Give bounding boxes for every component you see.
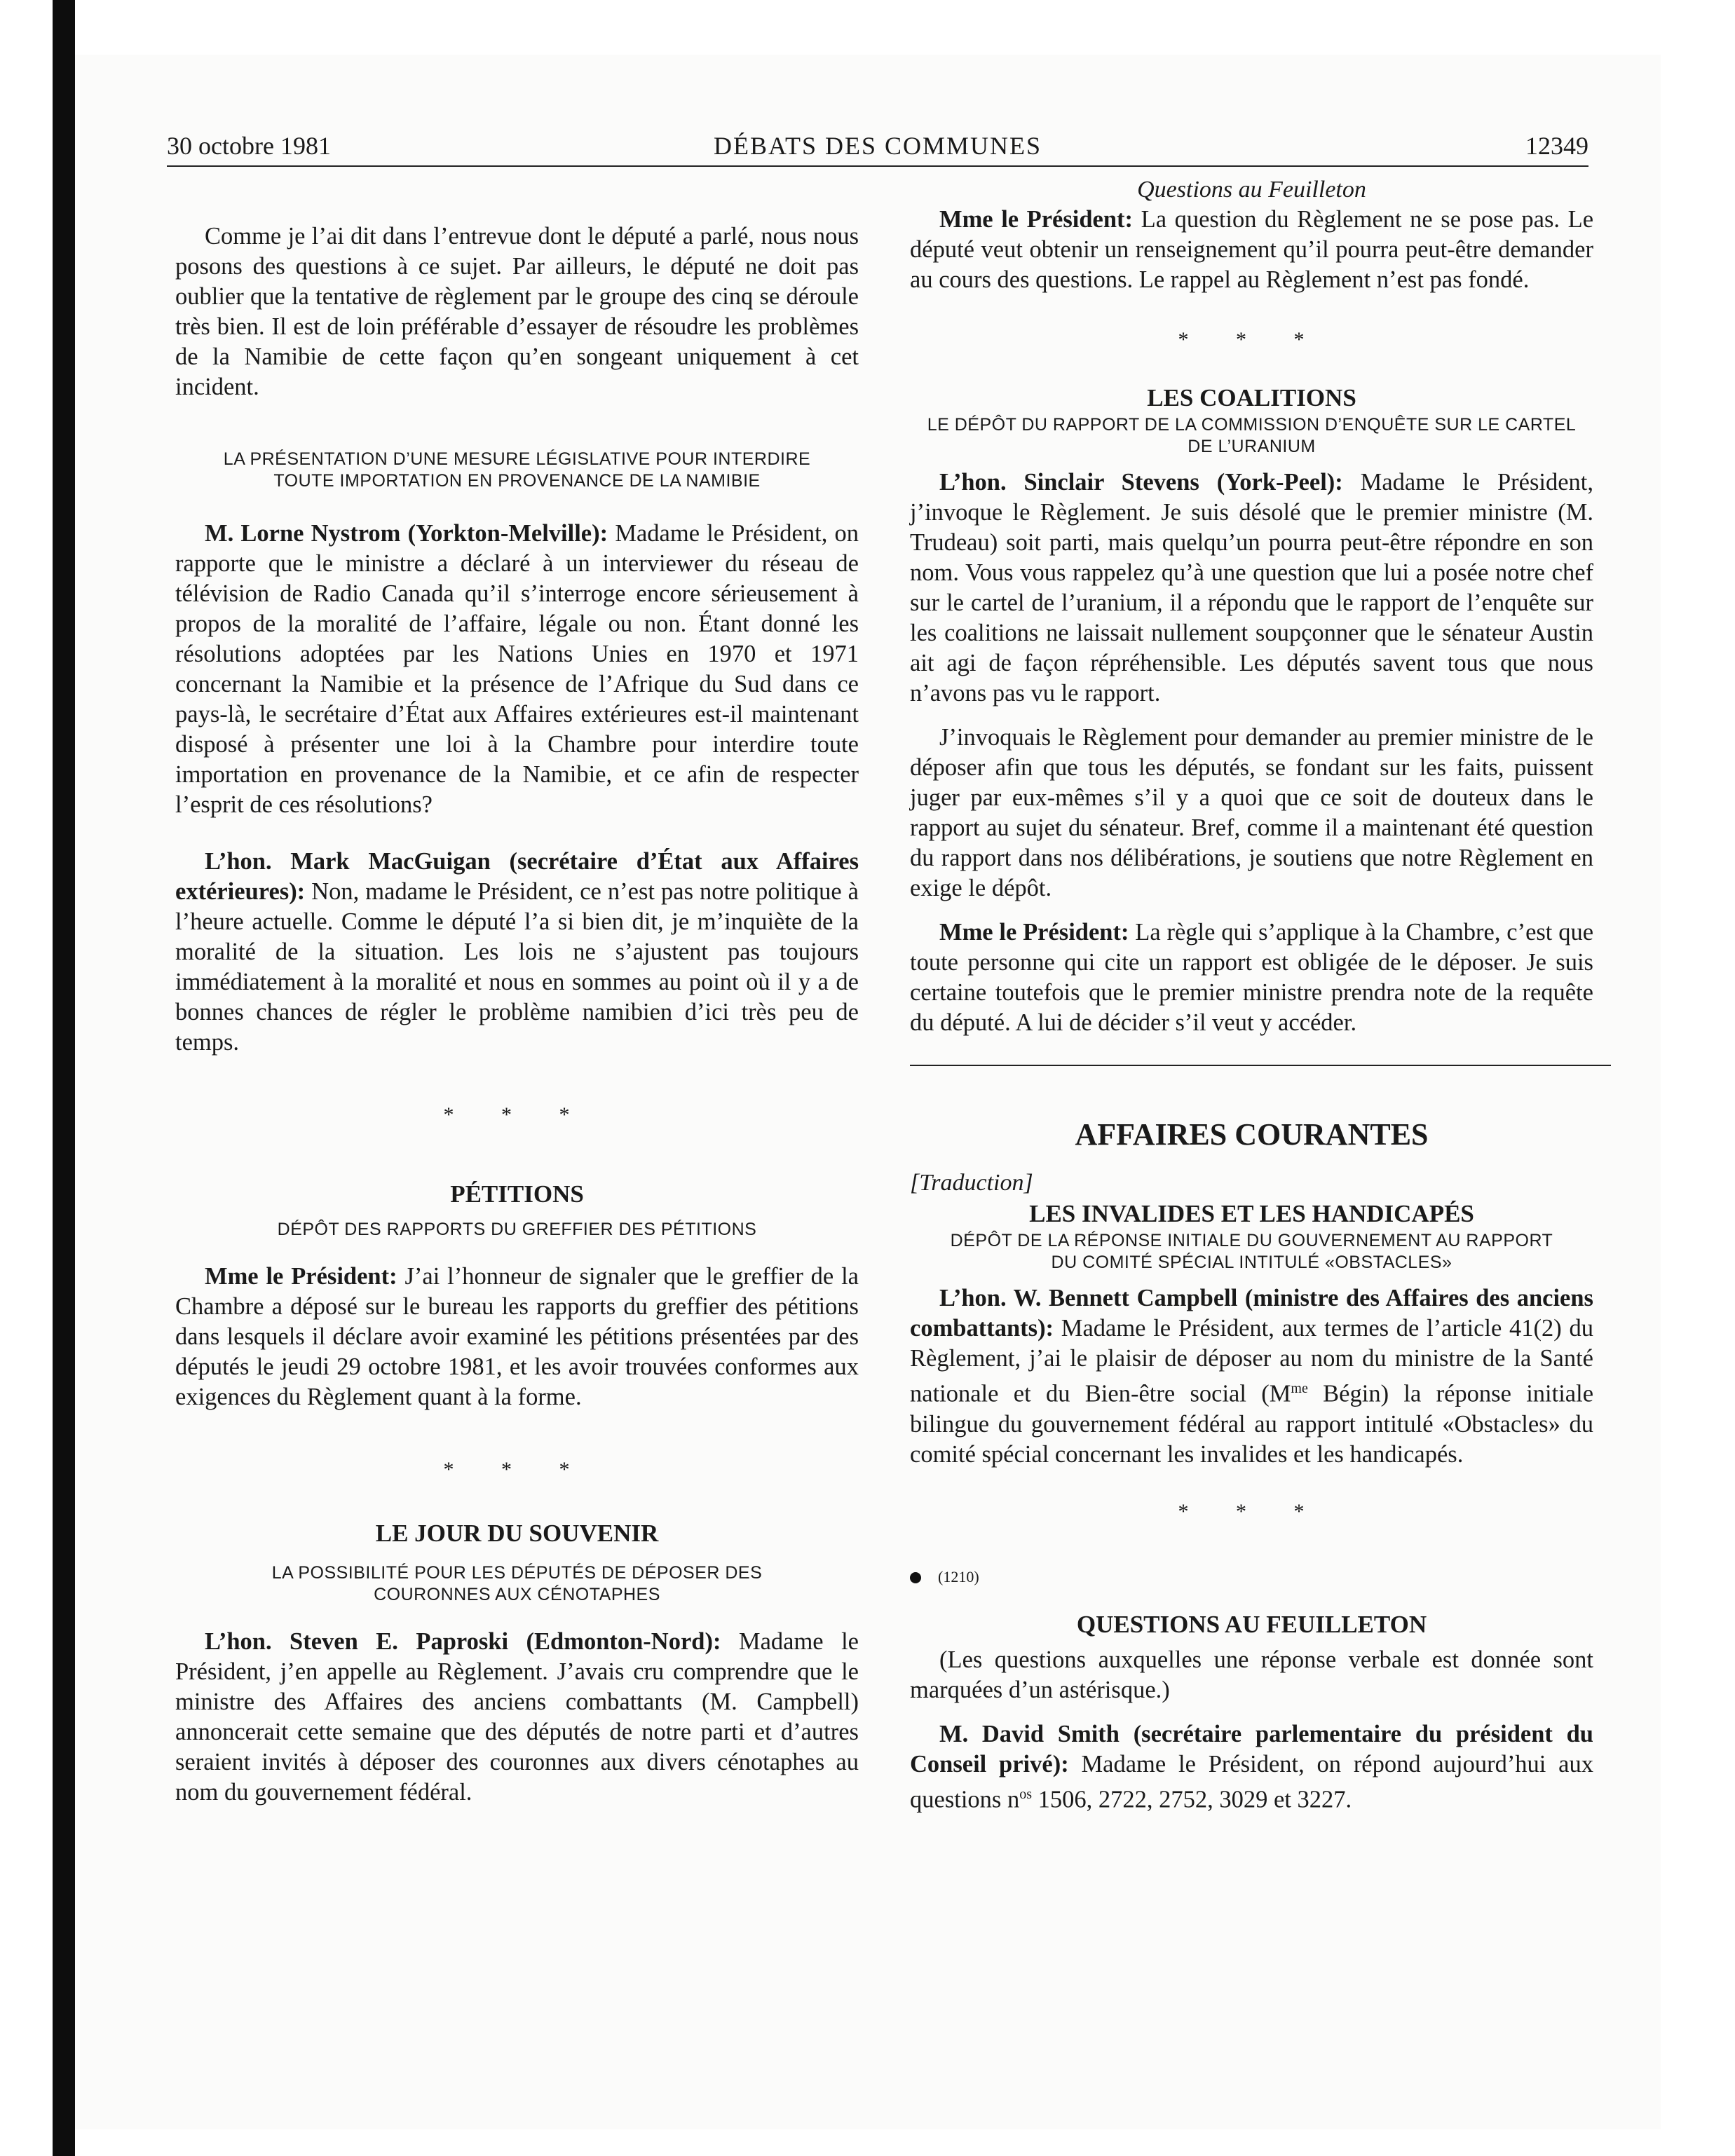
namibie-heading: LA PRÉSENTATION D’UNE MESURE LÉGISLATIVE POUR INTERDIRE TOUTE IMPORTATION EN PROVENANCE DE LA NAMIBIE <box>223 449 811 491</box>
president-speaker: Mme le Président: <box>939 919 1129 946</box>
smith-speaker: M. David Smith (secrétaire parlementaire du président du Conseil privé): <box>910 1720 1593 1778</box>
header-date: 30 octobre 1981 <box>167 132 331 160</box>
petitions-heading: PÉTITIONS <box>450 1180 584 1208</box>
feuilleton-heading: QUESTIONS AU FEUILLETON <box>1076 1610 1427 1638</box>
nystrom-text: Madame le Président, on rapporte que le ministre a déclaré à un interviewer du réseau de télévision de Radio Canada qu’il s’interroge encore sérieusement à propos de la moralité de l’affaire, légale ou non. Étant donné les résolutions adoptées par les Nations Unies en 1970 et 1971 concernant la Namibie et la présence de l’Afrique du Sud dans ce pays-là, le secrétaire d’État aux Affaires extérieures est-il maintenant disposé à présenter une loi à la Chambre pour interdire toute importation en provenance de la Namibie, et ce afin de respecter l’esprit de ces résolutions? <box>175 520 859 818</box>
left-column <box>175 175 859 1808</box>
stevens-paragraph-2: J’invoquais le Règlement pour demander au premier ministre de le déposer afin que tous les députés, se fondant sur les faits, puissent juger par eux-mêmes s’il y a quoi que ce soit de douteux dans le rapport au sujet du sénateur. Bref, comme il a maintenant été question du rapport dans nos délibérations, je soutiens que notre Règlement en exige le dépôt. <box>910 724 1593 901</box>
smith-superscript: os <box>1019 1786 1033 1802</box>
campbell-speaker: L’hon. W. Bennett Campbell (ministre des Affaires des anciens combattants): <box>910 1285 1593 1342</box>
smith-text-2: 1506, 2722, 2752, 3029 et 3227. <box>1037 1786 1352 1813</box>
coalitions-subheading: LE DÉPÔT DU RAPPORT DE LA COMMISSION D’ENQUÊTE SUR LE CARTEL DE L’URANIUM <box>927 415 1577 456</box>
president-paragraph-2 <box>910 917 1593 1038</box>
campbell-text-1: Madame le Président, aux termes de l’article 41(2) du Règlement, j’ai le plaisir de déposer au nom du ministre de la Santé nationale et du Bien-être social (M <box>910 1315 1593 1407</box>
bullet-dot-icon <box>910 1572 921 1583</box>
president-text: La règle qui s’applique à la Chambre, c’est que toute personne qui cite un rapport est obligée de le déposer. Je suis certaine toutefois que le premier ministre prendra note de la requête du député. A lui de décider s’il veut y accéder. <box>910 919 1594 1036</box>
traduction-marker: [Traduction] <box>910 1170 1033 1196</box>
nystrom-speaker: M. Lorne Nystrom (Yorkton-Melville): <box>205 520 608 547</box>
affaires-heading: AFFAIRES COURANTES <box>1075 1117 1429 1152</box>
macguigan-paragraph <box>175 847 859 1058</box>
petitions-paragraph <box>175 1262 859 1412</box>
section-separator: * * * <box>443 1103 591 1126</box>
stevens-text: Madame le Président, j’invoque le Règlement. Je suis désolé que le premier ministre (M. Trudeau) soit parti, mais quelqu’un pourra peut-être répondre en son nom. Vous vous rappelez qu’à une question que lui a posée notre chef sur le cartel de l’uranium, il a répondu que le rapport de l’enquête sur les coalitions ne laissait nullement soupçonner que le sénateur Austin ait agi de façon répréhensible. Les députés savent tous que nous n’avons pas vu le rapport. <box>910 469 1593 707</box>
section-separator: * * * <box>1178 328 1326 351</box>
header-rule <box>167 165 1588 167</box>
section-separator: * * * <box>443 1458 591 1481</box>
stevens-paragraph <box>910 468 1593 709</box>
time-marker <box>910 1565 1593 1589</box>
president-paragraph-1 <box>910 205 1593 295</box>
souvenir-subheading: LA POSSIBILITÉ POUR LES DÉPUTÉS DE DÉPOSER DES COURONNES AUX CÉNOTAPHES <box>271 1563 763 1604</box>
paproski-speaker: L’hon. Steven E. Paproski (Edmonton-Nord): <box>205 1628 721 1655</box>
smith-text-1: Madame le Président, on répond aujourd’hui aux questions n <box>910 1750 1593 1813</box>
nystrom-paragraph <box>175 519 859 820</box>
petitions-speaker: Mme le Président: <box>205 1263 397 1290</box>
header-page-number: 12349 <box>1525 132 1588 160</box>
time-marker-text: (1210) <box>938 1567 979 1585</box>
campbell-superscript: me <box>1291 1381 1308 1396</box>
invalides-heading: LES INVALIDES ET LES HANDICAPÉS <box>1029 1200 1474 1227</box>
macguigan-text: Non, madame le Président, ce n’est pas notre politique à l’heure actuelle. Comme le député l’a si bien dit, je m’inquiète de la moralité de la situation. Les lois ne s’ajustent pas toujours immédiatement à la moralité et nous en sommes au point où il y a de bonnes chances de régler le problème namibien d’ici très peu de temps. <box>175 878 859 1056</box>
campbell-paragraph <box>910 1283 1593 1470</box>
smith-paragraph <box>910 1719 1593 1815</box>
paproski-text: Madame le Président, j’en appelle au Règlement. J’avais cru comprendre que le ministre des Affaires des anciens combattants (M. Campbell) annoncerait cette semaine que des députés de notre parti et d’autres seraient invités à déposer des couronnes aux divers cénotaphes au nom du gouvernement fédéral. <box>175 1628 859 1806</box>
coalitions-heading: LES COALITIONS <box>1147 384 1356 411</box>
scan-edge <box>53 0 75 2156</box>
stevens-speaker: L’hon. Sinclair Stevens (York-Peel): <box>939 469 1343 496</box>
feuilleton-note: (Les questions auxquelles une réponse verbale est donnée sont marquées d’un astérisque.) <box>910 1646 1593 1703</box>
macguigan-speaker: L’hon. Mark MacGuigan (secrétaire d’État aux Affaires extérieures): <box>175 848 859 905</box>
president-speaker: Mme le Président: <box>939 206 1134 233</box>
header-title: DÉBATS DES COMMUNES <box>713 132 1042 160</box>
souvenir-heading: LE JOUR DU SOUVENIR <box>375 1520 659 1547</box>
intro-paragraph: Comme je l’ai dit dans l’entrevue dont le député a parlé, nous nous posons des questions à ce sujet. Par ailleurs, le député ne doit pas oublier que la tentative de règlement par le groupe des cinq se déroule très bien. Il est de loin préférable d’essayer de résoudre les problèmes de la Namibie de cette façon qu’en songeant uniquement à cet incident. <box>175 223 859 400</box>
president-text: La question du Règlement ne se pose pas. Le député veut obtenir un renseignement qu’il pourra peut-être demander au cours des questions. Le rappel au Règlement n’est pas fondé. <box>910 206 1594 293</box>
petitions-text: J’ai l’honneur de signaler que le greffier de la Chambre a déposé sur le bureau les rapports du greffier des pétitions dans lesquels il déclare avoir examiné les pétitions présentées par des députés le jeudi 29 octobre 1981, et les avoir trouvées conformes aux exigences du Règlement quant à la forme. <box>175 1263 859 1410</box>
paproski-paragraph <box>175 1627 859 1808</box>
invalides-subheading: DÉPÔT DE LA RÉPONSE INITIALE DU GOUVERNEMENT AU RAPPORT DU COMITÉ SPÉCIAL INTITULÉ «OBSTACLES» <box>950 1231 1553 1272</box>
page-header <box>167 126 1588 165</box>
running-head: Questions au Feuilleton <box>1137 177 1366 203</box>
petitions-subheading: DÉPÔT DES RAPPORTS DU GREFFIER DES PÉTITIONS <box>277 1220 757 1239</box>
right-column <box>910 175 1593 1815</box>
campbell-text-2: Bégin) la réponse initiale bilingue du gouvernement fédéral au rapport intitulé «Obstacles» du comité spécial concernant les invalides et les handicapés. <box>910 1380 1594 1468</box>
section-separator: * * * <box>1178 1499 1326 1523</box>
